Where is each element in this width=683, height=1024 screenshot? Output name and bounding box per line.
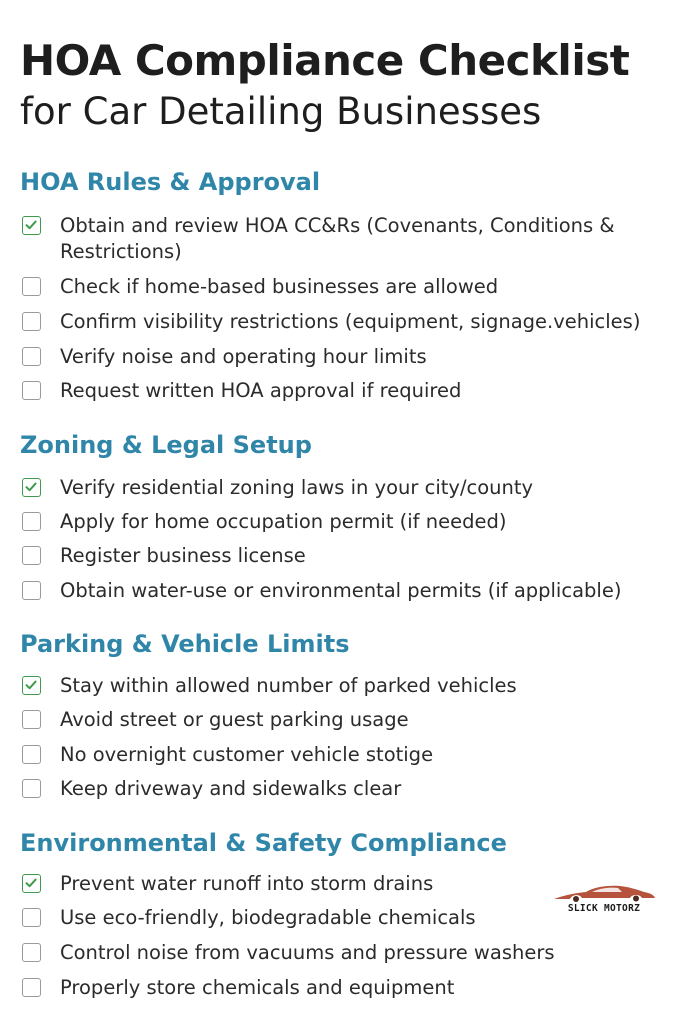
checklist-item-label: Avoid street or guest parking usage bbox=[60, 708, 409, 731]
checklist-item[interactable] bbox=[20, 213, 680, 265]
checklist-item[interactable] bbox=[20, 344, 680, 370]
checklist-item-label: Verify noise and operating hour limits bbox=[60, 345, 427, 368]
checklist-item-label: Request written HOA approval if required bbox=[60, 379, 462, 402]
checklist-item-label: Check if home-based businesses are allowed bbox=[60, 275, 499, 298]
checkbox[interactable] bbox=[22, 347, 41, 366]
checklist-item-label: Confirm visibility restrictions (equipment, signage.vehicles) bbox=[60, 310, 641, 333]
checklist-item[interactable] bbox=[20, 742, 680, 768]
logo-text: SLICK MOTORZ bbox=[567, 903, 641, 914]
checklist-item[interactable] bbox=[20, 975, 680, 1001]
checklist-item-label: No overnight customer vehicle stotige bbox=[60, 743, 434, 766]
slick-motorz-logo bbox=[552, 884, 656, 920]
checkmark-icon bbox=[24, 876, 38, 890]
checkbox[interactable] bbox=[22, 978, 41, 997]
checkbox[interactable] bbox=[22, 874, 41, 893]
checklist-item[interactable] bbox=[20, 543, 680, 569]
checkbox[interactable] bbox=[22, 512, 41, 531]
car-silhouette-icon bbox=[552, 884, 656, 902]
checklist-item-label: Obtain and review HOA CC&Rs (Covenants, Conditions & Restrictions) bbox=[60, 214, 615, 263]
checkbox[interactable] bbox=[22, 581, 41, 600]
checkmark-icon bbox=[24, 678, 38, 692]
checkbox[interactable] bbox=[22, 312, 41, 331]
checkmark-icon bbox=[24, 480, 38, 494]
checkbox[interactable] bbox=[22, 478, 41, 497]
checkbox[interactable] bbox=[22, 745, 41, 764]
section-heading-hoa-rules: HOA Rules & Approval bbox=[20, 168, 321, 196]
checkbox[interactable] bbox=[22, 710, 41, 729]
checkbox[interactable] bbox=[22, 546, 41, 565]
checkbox[interactable] bbox=[22, 277, 41, 296]
checklist-item[interactable] bbox=[20, 776, 680, 802]
section-heading-zoning: Zoning & Legal Setup bbox=[20, 431, 312, 459]
section-heading-parking: Parking & Vehicle Limits bbox=[20, 630, 350, 658]
checklist-item[interactable] bbox=[20, 274, 680, 300]
checklist-item[interactable] bbox=[20, 475, 680, 501]
checklist-item-label: Apply for home occupation permit (if needed) bbox=[60, 510, 507, 533]
checklist-item-label: Register business license bbox=[60, 544, 306, 567]
checklist-item[interactable] bbox=[20, 578, 680, 604]
checkbox[interactable] bbox=[22, 779, 41, 798]
checkbox[interactable] bbox=[22, 943, 41, 962]
checklist-item-label: Control noise from vacuums and pressure washers bbox=[60, 941, 555, 964]
checklist-item-label: Properly store chemicals and equipment bbox=[60, 976, 455, 999]
checkbox[interactable] bbox=[22, 216, 41, 235]
checkbox[interactable] bbox=[22, 381, 41, 400]
page-title: HOA Compliance Checklist bbox=[20, 36, 630, 85]
checkbox[interactable] bbox=[22, 908, 41, 927]
checklist-item[interactable] bbox=[20, 378, 680, 404]
checklist-item[interactable] bbox=[20, 673, 680, 699]
checklist-item-label: Prevent water runoff into storm drains bbox=[60, 872, 434, 895]
checklist-item[interactable] bbox=[20, 940, 680, 966]
checklist-item[interactable] bbox=[20, 309, 680, 335]
checklist-item-label: Use eco-friendly, biodegradable chemicals bbox=[60, 906, 476, 929]
checklist-item-label: Verify residential zoning laws in your city/county bbox=[60, 476, 534, 499]
checkbox[interactable] bbox=[22, 676, 41, 695]
checklist-item-label: Obtain water-use or environmental permits (if applicable) bbox=[60, 579, 622, 602]
checkmark-icon bbox=[24, 218, 38, 232]
page-subtitle: for Car Detailing Businesses bbox=[20, 90, 542, 133]
section-heading-environmental: Environmental & Safety Compliance bbox=[20, 829, 507, 857]
checklist-item[interactable] bbox=[20, 509, 680, 535]
checklist-item[interactable] bbox=[20, 707, 680, 733]
checklist-item-label: Stay within allowed number of parked vehicles bbox=[60, 674, 517, 697]
checklist-item-label: Keep driveway and sidewalks clear bbox=[60, 777, 402, 800]
